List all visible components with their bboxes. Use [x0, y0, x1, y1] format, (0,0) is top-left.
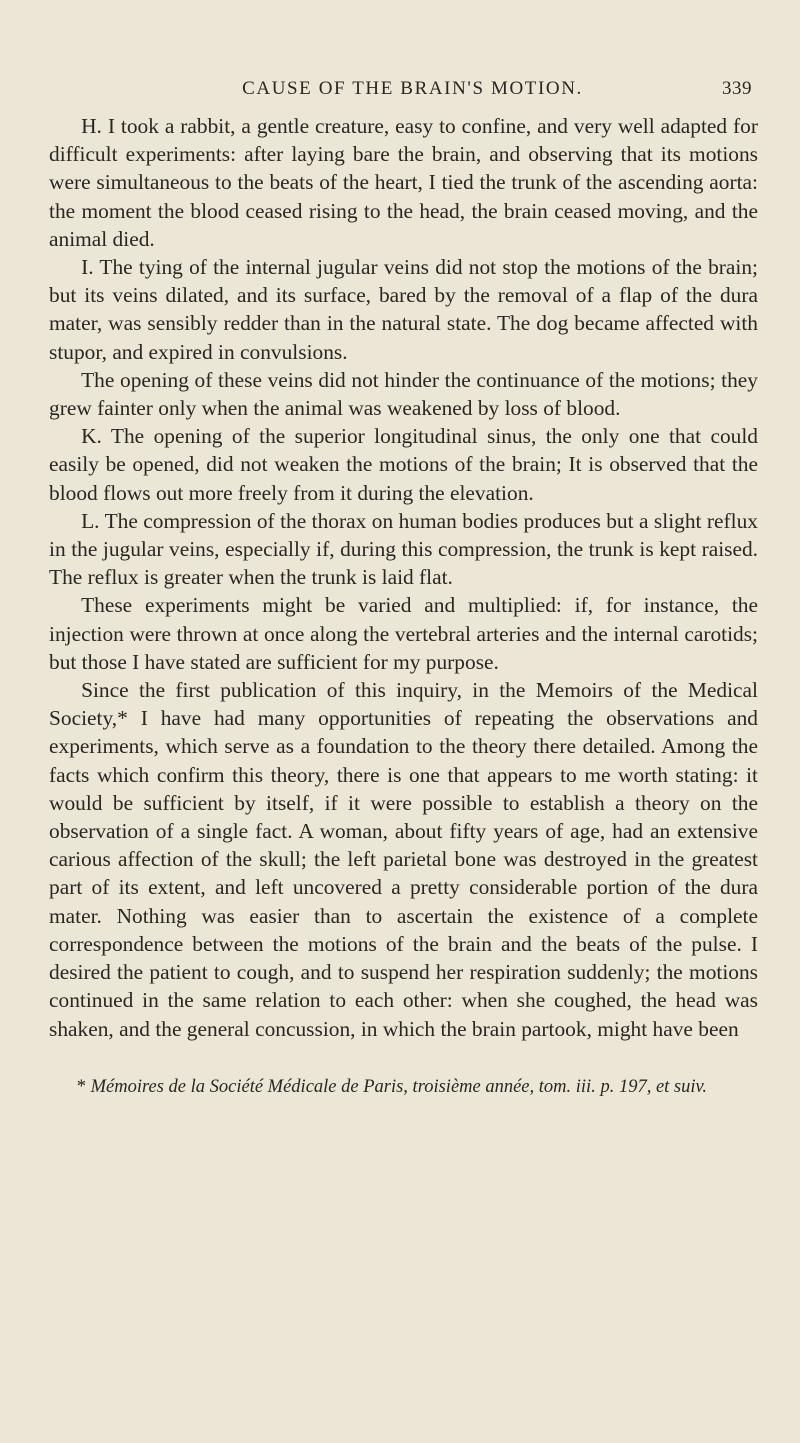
footnote-marker: *	[76, 1076, 86, 1097]
page-header	[49, 78, 758, 112]
paragraph-k: K. The opening of the superior longitudinal sinus, the only one that could easily be opened, did not weaken the motions of the brain; It is observed that the blood flows out more freely from it during the elevation.	[49, 424, 758, 505]
footnote	[49, 1075, 758, 1099]
paragraph-i: I. The tying of the internal jugular veins did not stop the motions of the brain; but its veins dilated, and its surface, bared by the removal of a flap of the dura mater, was sensibly redder than in the natural state. The dog became affected with stupor, and expired in convulsions.	[49, 255, 758, 364]
paragraph-experiments: These experiments might be varied and multiplied: if, for instance, the injection were thrown at once along the vertebral arteries and the internal carotids; but those I have stated are sufficient for my purpose.	[49, 593, 758, 674]
paragraph-veins: The opening of these veins did not hinder the continuance of the motions; they grew fainter only when the animal was weakened by loss of blood.	[49, 367, 758, 421]
paragraph-h: H. I took a rabbit, a gentle creature, easy to confine, and very well adapted for difficult experiments: after laying bare the brain, and observing that its motions were simultaneous to the beats of the heart, I tied the trunk of the ascending aorta: the moment the blood ceased rising to the head, the brain ceased moving, and the animal died.	[49, 114, 758, 251]
body-text	[49, 112, 758, 1043]
paragraph-since: Since the first publication of this inquiry, in the Memoirs of the Medical Society,* I have had many opportunities of repeating the observations and experiments, which serve as a foundation to the theory there detailed. Among the facts which confirm this theory, there is one that appears to me worth stating: it would be sufficient by itself, if it were possible to establish a theory on the observation of a single fact. A woman, about fifty years of age, had an extensive carious affection of the skull; the left parietal bone was destroyed in the greatest part of its extent, and left uncovered a pretty considerable portion of the dura mater. Nothing was easier than to ascertain the existence of a complete correspondence between the motions of the brain and the beats of the pulse. I desired the patient to cough, and to suspend her respiration suddenly; the motions continued in the same relation to each other: when she coughed, the head was shaken, and the general concussion, in which the brain partook, might have been	[49, 678, 758, 1041]
paragraph-l: L. The compression of the thorax on human bodies produces but a slight reflux in the jugular veins, especially if, during this compression, the trunk is kept raised. The reflux is greater when the trunk is laid flat.	[49, 508, 758, 590]
footnote-source: Mémoires de la Société Médicale de Paris, troisième année, tom. iii. p. 197, et suiv.	[90, 1076, 707, 1097]
running-title: CAUSE OF THE BRAIN'S MOTION.	[242, 78, 583, 99]
page-number: 339	[722, 78, 752, 99]
